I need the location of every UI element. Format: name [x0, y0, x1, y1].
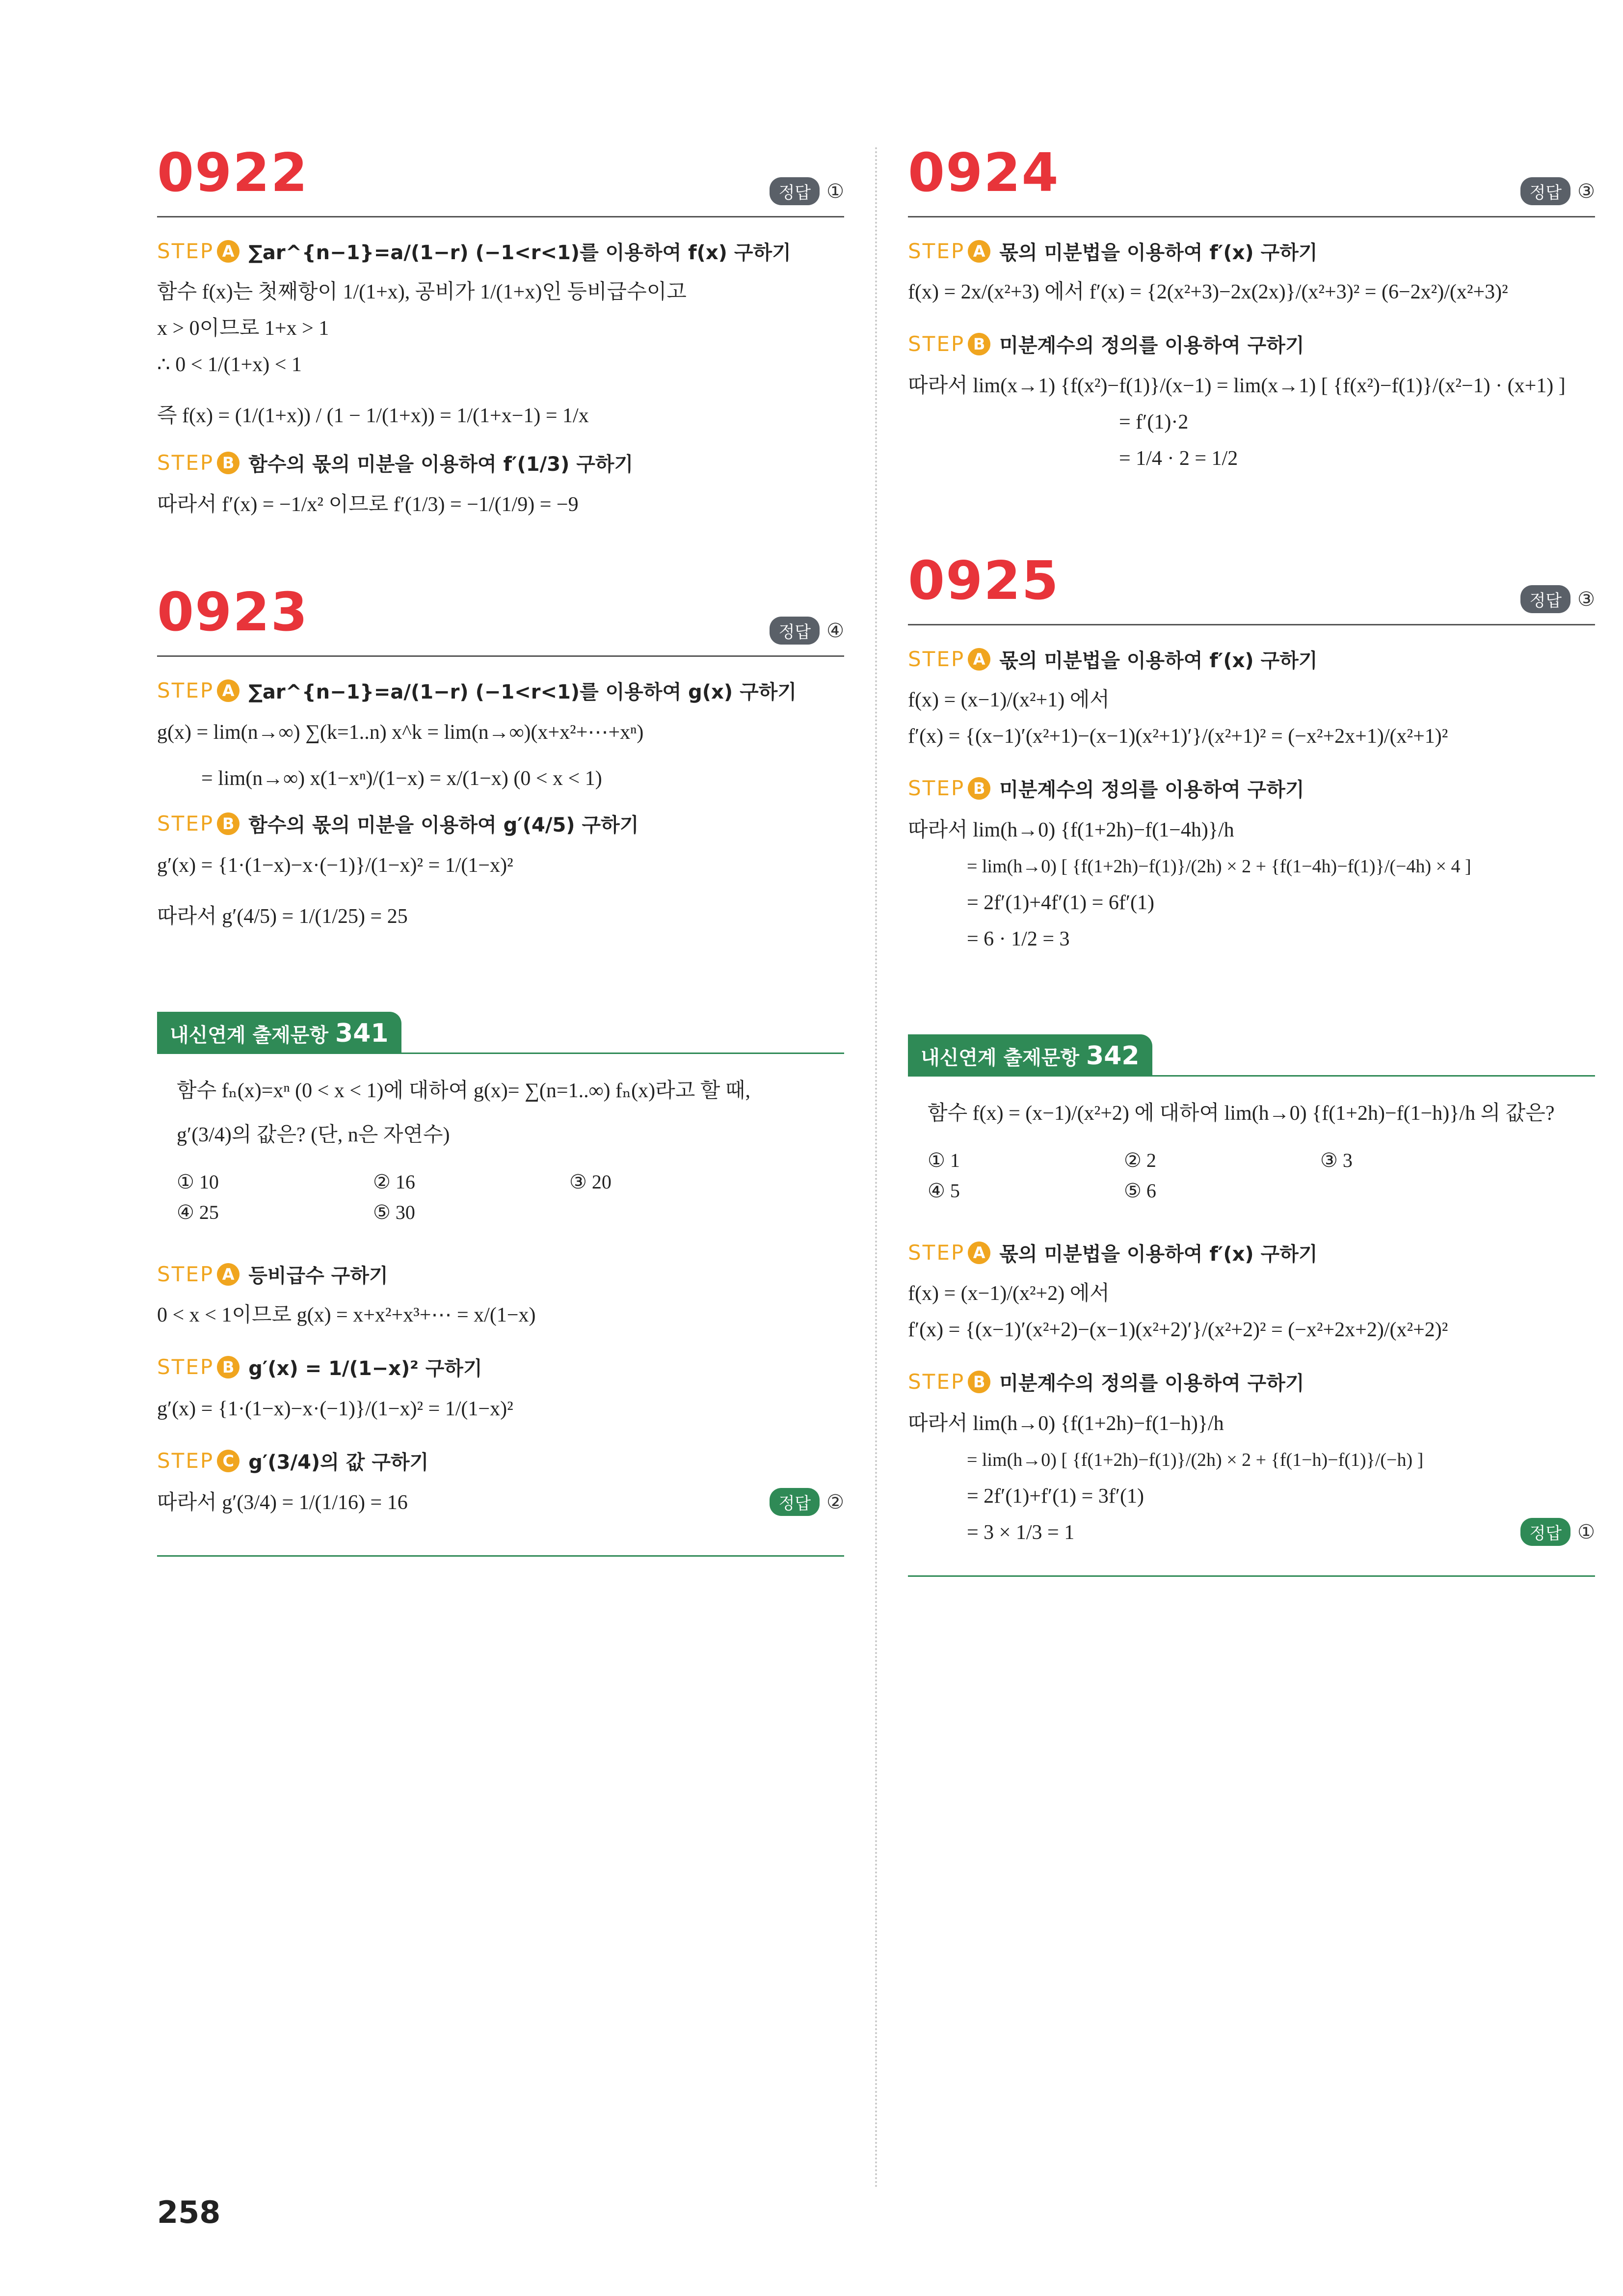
problem-0923	[157, 582, 844, 935]
step-tag: STEP B	[908, 776, 990, 800]
problem-number: 0923	[157, 582, 309, 643]
answer-value: ①	[826, 180, 844, 202]
solution-line: 따라서 g′(4/5) = 1/(1/25) = 25	[157, 905, 408, 928]
problem-number: 0925	[908, 550, 1060, 612]
solution-line: = lim(h→0) [ {f(1+2h)−f(1)}/(2h) × 2 + {f(1−4h)−f(1)}/(−4h) × 4 ]	[967, 856, 1471, 877]
answer-label: 정답	[770, 177, 820, 205]
page-number: 258	[157, 2194, 221, 2230]
problem-0924	[908, 142, 1595, 477]
step-title: 몫의 미분법을 이용하여 f′(x) 구하기	[999, 1243, 1318, 1266]
step-tag: STEP A	[908, 239, 990, 263]
question-line: g′(3/4)의 값은? (단, n은 자연수)	[177, 1124, 450, 1146]
right-column	[908, 142, 1595, 1577]
problem-0925	[908, 550, 1595, 957]
choice-2: ② 2	[1124, 1149, 1156, 1171]
step-title: 함수의 몫의 미분을 이용하여 g′(4/5) 구하기	[248, 814, 639, 837]
question-line: 함수 fₙ(x)=xⁿ (0 < x < 1)에 대하여 g(x)= ∑(n=1..∞) fₙ(x)라고 할 때,	[177, 1080, 750, 1102]
step-title: ∑ar^{n−1}=a/(1−r) (−1<r<1)를 이용하여 f(x) 구하기	[248, 242, 791, 264]
answer-label: 정답	[1520, 1518, 1570, 1546]
column-divider	[875, 147, 877, 2189]
solution-line: f′(x) = {(x−1)′(x²+2)−(x−1)(x²+2)′}/(x²+2)² = (−x²+2x+2)/(x²+2)²	[908, 1319, 1448, 1341]
solution-line: = lim(n→∞) x(1−xⁿ)/(1−x) = x/(1−x) (0 < x < 1)	[201, 767, 602, 790]
solution-line: ∴ 0 < 1/(1+x) < 1	[157, 353, 302, 376]
choice-2: ② 16	[373, 1171, 415, 1193]
solution-line: f(x) = 2x/(x²+3) 에서 f′(x) = {2(x²+3)−2x(2x)}/(x²+3)² = (6−2x²)/(x²+3)²	[908, 281, 1508, 303]
related-problem-341-header	[157, 1008, 844, 1054]
step-letter-icon: B	[968, 333, 990, 355]
answer-badge	[770, 1488, 844, 1516]
solution-line: 따라서 g′(3/4) = 1/(1/16) = 16	[157, 1491, 408, 1514]
step-letter-icon: A	[217, 679, 239, 702]
step-title: g′(3/4)의 값 구하기	[248, 1451, 429, 1474]
step-b	[908, 330, 1595, 358]
answer-value: ①	[1577, 1521, 1595, 1543]
related-problem-number: 341	[335, 1019, 389, 1048]
step-tag: STEP A	[157, 1262, 239, 1286]
solution-line: = 2f′(1)+f′(1) = 3f′(1)	[967, 1485, 1144, 1508]
solution-line: = 2f′(1)+4f′(1) = 6f′(1)	[967, 891, 1154, 914]
step-tag: STEP B	[157, 451, 239, 475]
solution-line: 따라서 lim(h→0) {f(1+2h)−f(1−h)}/h	[908, 1412, 1224, 1435]
section-end-rule	[908, 1575, 1595, 1577]
choice-4: ④ 5	[928, 1180, 960, 1202]
problem-number: 0922	[157, 142, 309, 204]
choice-3: ③ 3	[1320, 1149, 1353, 1171]
step-tag: STEP B	[908, 1370, 990, 1394]
step-title: g′(x) = 1/(1−x)² 구하기	[248, 1357, 482, 1380]
problem-header	[908, 550, 1595, 625]
related-problem-tab: 내신연계 출제문항 341	[157, 1012, 401, 1054]
choice-1: ① 10	[177, 1171, 219, 1193]
answer-value: ③	[1577, 588, 1595, 610]
step-a	[157, 676, 844, 704]
answer-label: 정답	[770, 617, 820, 645]
step-letter-icon: C	[217, 1450, 239, 1472]
solution-line: g(x) = lim(n→∞) ∑(k=1..n) x^k = lim(n→∞)(x+x²+⋯+xⁿ)	[157, 721, 644, 744]
solution-line: = 3 × 1/3 = 1	[967, 1521, 1075, 1544]
step-tag: STEP B	[908, 332, 990, 356]
step-b	[157, 810, 844, 837]
choice-5: ⑤ 30	[373, 1201, 415, 1223]
step-b	[908, 1368, 1595, 1396]
step-tag: STEP A	[157, 239, 239, 263]
solution-line: = 1/4 · 2 = 1/2	[1119, 447, 1238, 470]
solution-line: f(x) = (x−1)/(x²+1) 에서	[908, 689, 1110, 711]
step-letter-icon: A	[968, 240, 990, 263]
step-a	[157, 237, 844, 265]
answer-badge	[1520, 177, 1595, 205]
step-c	[157, 1447, 844, 1475]
step-letter-icon: B	[217, 452, 239, 474]
solution-line: 따라서 f′(x) = −1/x² 이므로 f′(1/3) = −1/(1/9) = −9	[157, 493, 579, 516]
solution-line: g′(x) = {1·(1−x)−x·(−1)}/(1−x)² = 1/(1−x)²	[157, 854, 513, 877]
step-b	[157, 1353, 844, 1381]
related-problem-341	[157, 1054, 844, 1247]
answer-value: ②	[826, 1491, 844, 1513]
solution-line: 따라서 lim(x→1) {f(x²)−f(1)}/(x−1) = lim(x→1) [ {f(x²)−f(1)}/(x²−1) · (x+1) ]	[908, 375, 1566, 397]
choice-5: ⑤ 6	[1124, 1180, 1156, 1202]
step-tag: STEP C	[157, 1449, 239, 1473]
solution-line: f′(x) = {(x−1)′(x²+1)−(x−1)(x²+1)′}/(x²+1)² = (−x²+2x+1)/(x²+1)²	[908, 725, 1448, 748]
step-title: 함수의 몫의 미분을 이용하여 f′(1/3) 구하기	[248, 453, 634, 476]
choice-1: ① 1	[928, 1149, 960, 1171]
problem-header	[157, 142, 844, 217]
step-b	[157, 449, 844, 477]
step-tag: STEP B	[157, 811, 239, 836]
step-letter-icon: A	[968, 1242, 990, 1264]
related-problem-tab: 내신연계 출제문항 342	[908, 1034, 1152, 1077]
answer-badge	[770, 617, 844, 645]
final-line-row	[157, 1485, 844, 1521]
answer-badge	[1520, 585, 1595, 613]
answer-label: 정답	[1520, 585, 1570, 613]
step-letter-icon: A	[217, 1263, 239, 1286]
section-end-rule	[157, 1555, 844, 1557]
choice-3: ③ 20	[569, 1171, 612, 1193]
answer-badge	[1520, 1518, 1595, 1546]
step-title: 몫의 미분법을 이용하여 f′(x) 구하기	[999, 649, 1318, 672]
step-tag: STEP A	[157, 678, 239, 702]
step-letter-icon: B	[217, 812, 239, 835]
solution-line: 함수 f(x)는 첫째항이 1/(1+x), 공비가 1/(1+x)인 등비급수이고	[157, 281, 687, 303]
solution-line: 0 < x < 1이므로 g(x) = x+x²+x³+⋯ = x/(1−x)	[157, 1304, 536, 1326]
step-b	[908, 774, 1595, 802]
related-problem-342-header	[908, 1031, 1595, 1077]
answer-badge	[770, 177, 844, 205]
step-title: 미분계수의 정의를 이용하여 구하기	[999, 334, 1304, 357]
problem-0922	[157, 142, 844, 523]
answer-choices	[928, 1145, 1575, 1206]
solution-line: = 6 · 1/2 = 3	[967, 928, 1070, 950]
step-title: 미분계수의 정의를 이용하여 구하기	[999, 1372, 1304, 1395]
related-problem-342	[908, 1077, 1595, 1226]
step-letter-icon: B	[968, 1371, 990, 1393]
step-tag: STEP B	[157, 1355, 239, 1379]
step-a	[908, 645, 1595, 673]
step-a	[908, 237, 1595, 265]
solution-line: 따라서 lim(h→0) {f(1+2h)−f(1−4h)}/h	[908, 819, 1234, 841]
step-title: ∑ar^{n−1}=a/(1−r) (−1<r<1)를 이용하여 g(x) 구하기	[248, 681, 797, 703]
solution-line: g′(x) = {1·(1−x)−x·(−1)}/(1−x)² = 1/(1−x)²	[157, 1398, 513, 1420]
problem-header	[157, 582, 844, 657]
final-line-row	[908, 1514, 1595, 1551]
solution-line: x > 0이므로 1+x > 1	[157, 317, 329, 340]
answer-value: ③	[1577, 180, 1595, 202]
step-title: 몫의 미분법을 이용하여 f′(x) 구하기	[999, 242, 1318, 264]
question-line: 함수 f(x) = (x−1)/(x²+2) 에 대하여 lim(h→0) {f(1+2h)−f(1−h)}/h 의 값은?	[928, 1102, 1555, 1125]
answer-value: ④	[826, 620, 844, 642]
solution-line: 즉 f(x) = (1/(1+x)) / (1 − 1/(1+x)) = 1/(1+x−1) = 1/x	[157, 405, 589, 427]
answer-choices	[177, 1167, 825, 1228]
problem-number: 0924	[908, 142, 1060, 204]
solution-line: = lim(h→0) [ {f(1+2h)−f(1)}/(2h) × 2 + {f(1−h)−f(1)}/(−h) ]	[967, 1450, 1424, 1470]
choice-4: ④ 25	[177, 1201, 219, 1223]
related-problem-number: 342	[1086, 1041, 1140, 1071]
step-tag: STEP A	[908, 647, 990, 671]
problem-header	[908, 142, 1595, 217]
step-title: 미분계수의 정의를 이용하여 구하기	[999, 779, 1304, 801]
answer-label: 정답	[1520, 177, 1570, 205]
step-a	[157, 1260, 844, 1288]
answer-label: 정답	[770, 1488, 820, 1516]
step-letter-icon: A	[217, 240, 239, 263]
solution-line: = f′(1)·2	[1119, 411, 1189, 433]
step-letter-icon: A	[968, 648, 990, 671]
step-title: 등비급수 구하기	[248, 1265, 388, 1287]
step-tag: STEP A	[908, 1241, 990, 1265]
step-a	[908, 1239, 1595, 1267]
step-letter-icon: B	[968, 777, 990, 800]
solution-line: f(x) = (x−1)/(x²+2) 에서	[908, 1282, 1110, 1305]
left-column	[157, 142, 844, 1557]
step-letter-icon: B	[217, 1356, 239, 1378]
